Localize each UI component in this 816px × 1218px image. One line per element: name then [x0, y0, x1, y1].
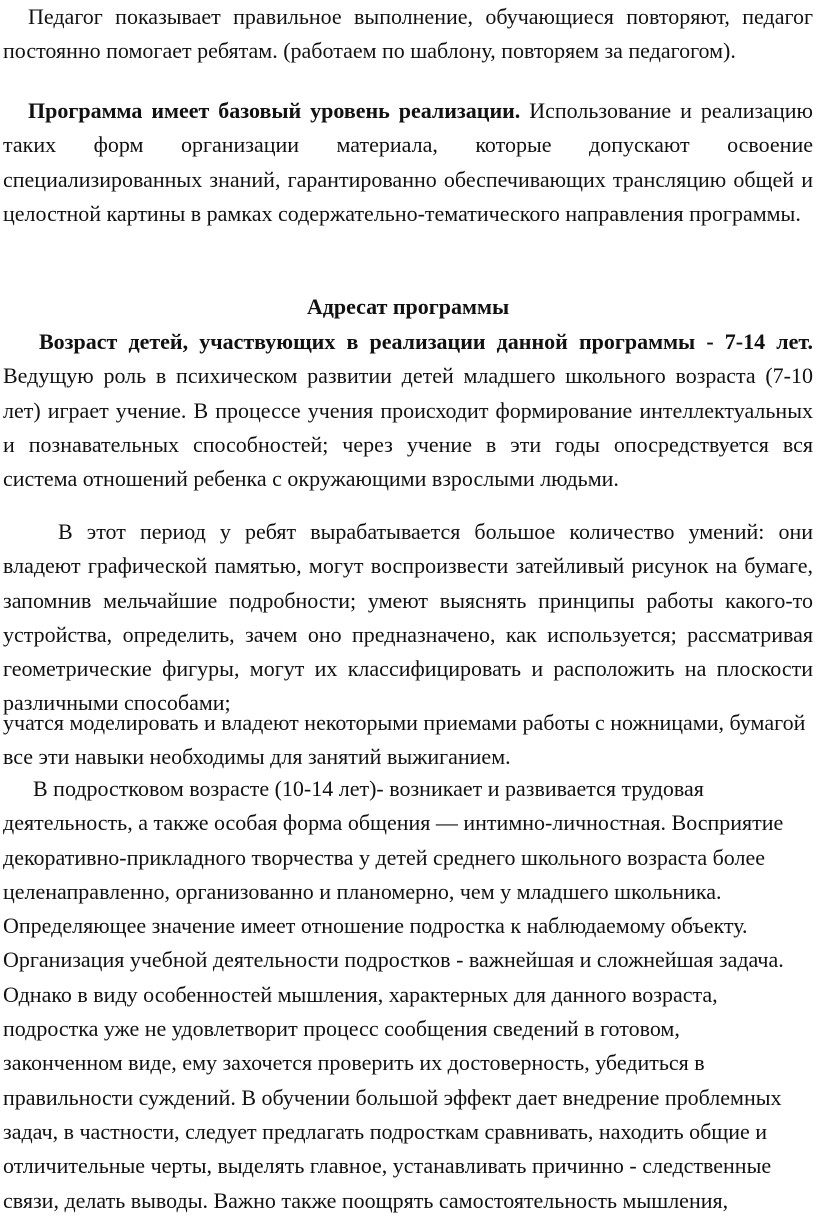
children-age-text: Ведущую роль в психическом развитии детей младшего школьного возраста (7-10 лет) играет учение. В процессе учения происходит формирование интеллектуальных и познавательных способностей; через учение в эти годы опосредствуется вся система отношений ребенка с окружающими взрослыми людьми. — [3, 363, 813, 492]
children-age-bold-text: Возраст детей, участвующих в реализации данной программы - 7-14 лет. — [39, 329, 813, 354]
paragraph-adolescent-age: В подростковом возрасте (10-14 лет)- возникает и развивается трудовая деятельность, а также особая форма общения — интимно-личностная. Восприятие декоративно-прикладного творчества у детей среднего школьного возраста более целенаправленно, организованно и планомерно, чем у младшего школьника. Определяющее значение имеет отношение подростка к наблюдаемому объекту. Организация учебной деятельности подростков - важнейшая и сложнейшая задача. Однако в виду особенностей мышления, характерных для данного возраста, подростка уже не удовлетворит процесс сообщения сведений в готовом, законченном виде, ему захочется проверить их достоверность, убедиться в правильности суждений. В обучении большой эффект дает внедрение проблемных задач, в частности, следует предлагать подросткам сравнивать, находить общие и отличительные черты, выделять главное, устанавливать причинно - следственные связи, делать выводы. Важно также поощрять самостоятельность мышления, — [3, 776, 784, 1213]
paragraph-teacher-demonstration: Педагог показывает правильное выполнение, обучающиеся повторяют, педагог постоянно помогает ребятам. (работаем по шаблону, повторяем за педагогом). — [3, 4, 813, 64]
program-level-bold-text: Программа имеет базовый уровень реализации. — [28, 98, 521, 123]
paragraph-children-age — [3, 325, 813, 496]
paragraph-modeling-skills: учатся моделировать и владеют некоторыми приемами работы с ножницами, бумагой все эти навыки необходимы для занятий выжиганием. — [3, 710, 806, 770]
program-level-text: Использование и реализацию таких форм организации материала, которые допускают освоение специализированных знаний, гарантированно обеспечивающих трансляцию общей и целостной картины в рамках содержательно-тематического направления программы. — [3, 98, 813, 226]
paragraph-skills-period: В этот период у ребят вырабатывается большое количество умений: они владеют графической памятью, могут воспроизвести затейливый рисунок на бумаге, запомнив мельчайшие подробности; умеют выяснять принципы работы какого-то устройства, определить, зачем оно предназначено, как используется; рассматривая геометрические фигуры, могут их классифицировать и расположить на плоскости различными способами; — [3, 519, 813, 716]
section-heading-program-audience: Адресат программы — [306, 294, 510, 319]
paragraph-program-level — [3, 94, 813, 231]
